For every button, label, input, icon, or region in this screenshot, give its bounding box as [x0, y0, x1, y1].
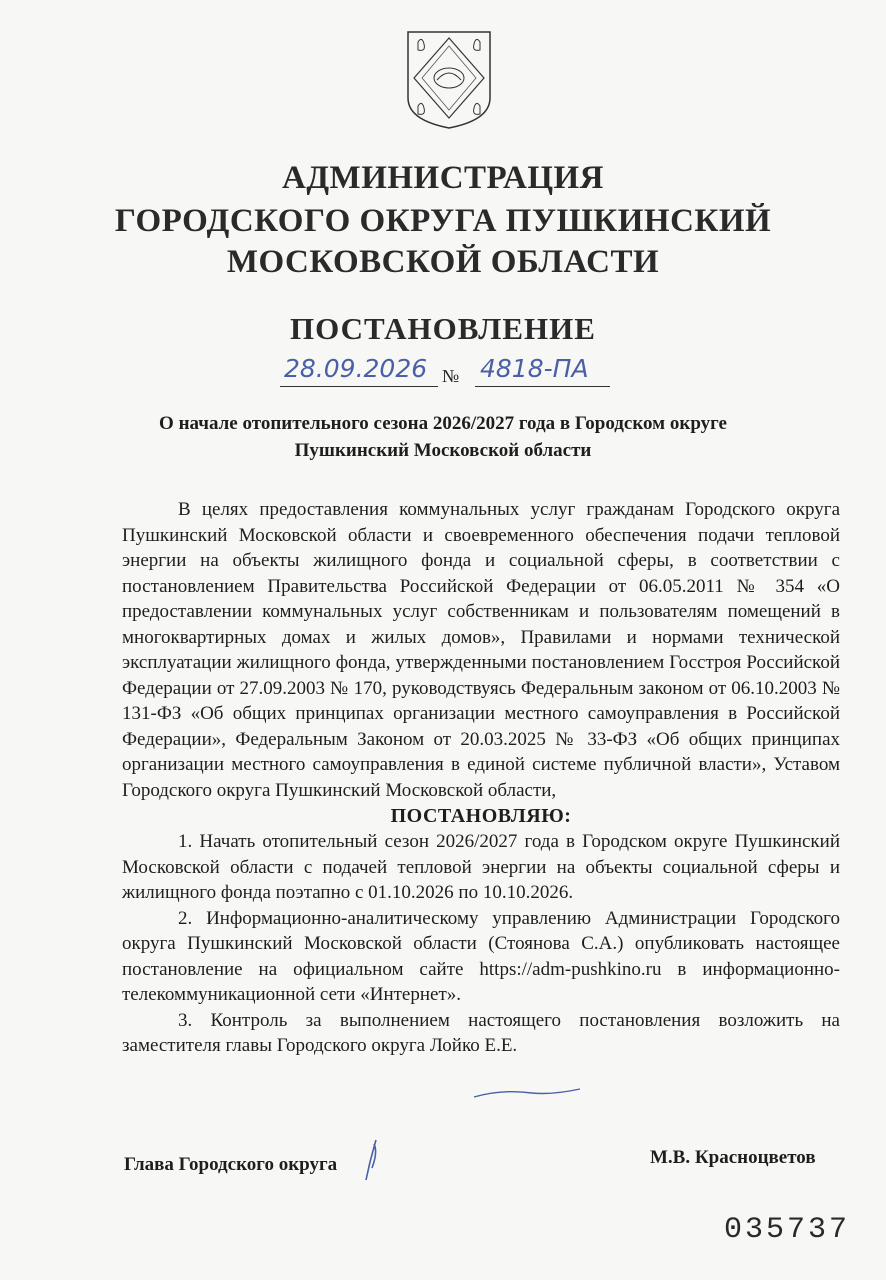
preamble-paragraph: В целях предоставления коммунальных услуг гражданам Городского округа Пушкинский Московской области и своевременного обеспечения подачи тепловой энергии на объекты жилищного фонда и социальной сферы, в соответствии с постановлением Правительства Российской Федерации от 06.05.2011 № 354 «О предоставлении коммунальных услуг собственникам и пользователям помещений в многоквартирных домах и жилых домов», Правилами и нормами технической эксплуатации жилищного фонда, утвержденными постановлением Госстроя Российской Федерации от 27.09.2003 № 170, руководствуясь Федеральным законом от 06.10.2003 № 131-ФЗ «Об общих принципах организации местного самоуправления в Российской Федерации», Федеральным Законом от 20.03.2025 № 33-ФЗ «Об общих принципах организации местного самоуправления в единой системе публичной власти», Уставом Городского округа Пушкинский Московской области,	[122, 499, 840, 801]
signatory-position: Глава Городского округа	[124, 1154, 338, 1175]
org-name-line2: ГОРОДСКОГО ОКРУГА ПУШКИНСКИЙ	[114, 203, 772, 239]
subject-line2: Пушкинский Московской области	[294, 440, 592, 461]
handwritten-underline	[472, 1083, 582, 1103]
date-underline	[280, 386, 438, 387]
number-underline	[475, 386, 610, 387]
coat-of-arms-icon	[404, 28, 494, 132]
serial-number: 035737	[724, 1213, 851, 1247]
document-number: 4818-ПА	[480, 354, 589, 383]
handwritten-signature	[352, 1138, 392, 1182]
subject-line1: О начале отопительного сезона 2026/2027 года в Городском округе	[159, 413, 727, 434]
number-sign: №	[442, 366, 460, 386]
org-name-line1: АДМИНИСТРАЦИЯ	[282, 160, 604, 196]
decree-heading: ПОСТАНОВЛЯЮ:	[390, 805, 572, 827]
document-date: 28.09.2026	[284, 354, 428, 383]
document-type: ПОСТАНОВЛЕНИЕ	[290, 311, 596, 346]
decree-item-3: 3. Контроль за выполнением настоящего постановления возложить на заместителя главы Городского округа Лойко Е.Е.	[122, 1009, 840, 1056]
document-subject	[130, 410, 756, 464]
document-body	[122, 497, 840, 1059]
signatory-name: М.В. Красноцветов	[650, 1147, 816, 1168]
decree-item-1: 1. Начать отопительный сезон 2026/2027 года в Городском округе Пушкинский Московской области с подачей тепловой энергии на объекты социальной сферы и жилищного фонда поэтапно с 01.10.2026 по 10.10.2026.	[122, 831, 840, 903]
decree-items	[122, 829, 840, 1059]
date-number-line	[280, 352, 620, 392]
decree-item-2: 2. Информационно-аналитическому управлению Администрации Городского округа Пушкинский Московской области (Стоянова С.А.) опубликовать настоящее постановление на официальном сайте https://adm-pushkino.ru в информационно-телекоммуникационной сети «Интернет».	[122, 907, 840, 1005]
org-name-line3: МОСКОВСКОЙ ОБЛАСТИ	[226, 244, 660, 280]
